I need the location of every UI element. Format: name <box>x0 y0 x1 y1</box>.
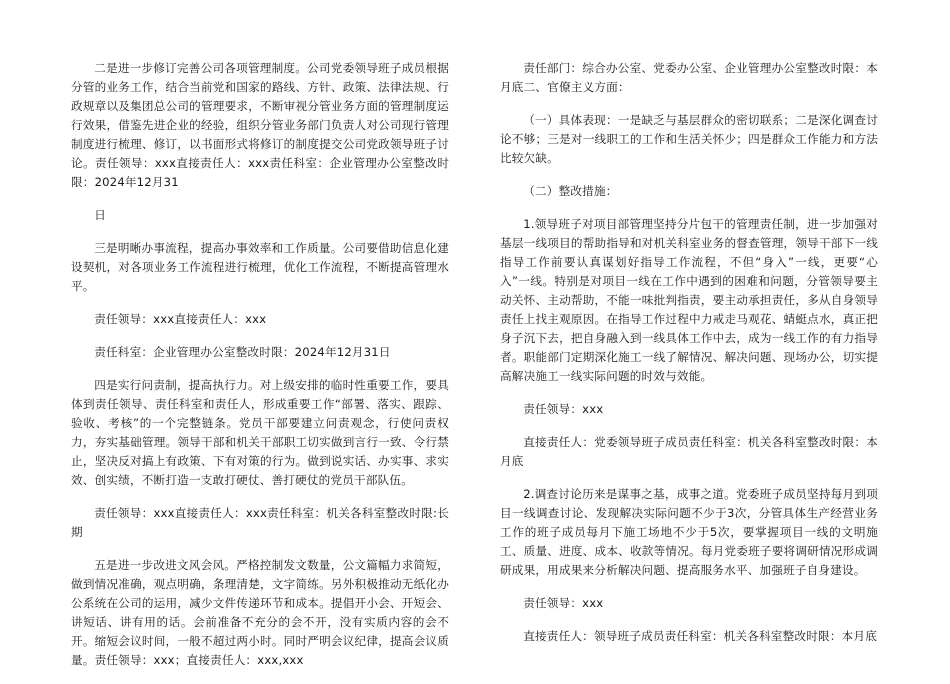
paragraph-leader-1: 责任领导：xxx <box>523 402 604 416</box>
paragraph-workflow: 三是明晰办事流程，提高办事效率和工作质量。公司要借助信息化建设契机，对各项业务工作流程进行梳理，优化工作流程，不断提高管理水平。 <box>71 241 449 293</box>
right-column <box>500 59 878 660</box>
paragraph-date-continuation: 日 <box>94 208 106 222</box>
paragraph-responsible-info: 责任领导：xxx直接责任人：xxx责任科室：机关各科室整改时限:长期 <box>71 506 449 539</box>
paragraph-accountability: 四是实行问责制，提高执行力。对上级安排的临时性重要工作，要具体到责任领导、责任科室和责任人，形成重要工作“部署、落实、跟踪、验收、考核”的一个完整链条。党员干部要建立问责观念，行使问责权力，夯实基础管理。领导干部和机关干部职工切实做到言行一致、令行禁止，坚决反对搞上有政策、下有对策的行为。做到说实话、办实事、求实效、创实绩，不断打造一支敢打硬仗、善打硬仗的党员干部队伍。 <box>71 378 449 487</box>
paragraph-writing-style: 五是进一步改进文风会风。严格控制发文数量，公文篇幅力求简短，做到情况准确，观点明确，条理清楚，文字简练。另外积极推动无纸化办公系统在公司的运用，减少文件传递环节和成本。提倡开小会、开短会、讲短话、讲有用的话。会前准备不充分的会不开，没有实质内容的会不开。缩短会议时间，一般不超过两小时。同时严明会议纪律，提高会议质量。责任领导：xxx；直接责任人：xxx,xxx <box>71 558 449 667</box>
paragraph-measure-1: 1.领导班子对项目部管理坚持分片包干的管理责任制，进一步加强对基层一线项目的帮助指导和对机关科室业务的督查管理，领导干部下一线指导工作前要认真谋划好指导工作流程，不但“身入”一线，更要“心入”一线。特别是对项目一线在工作中遇到的困难和问题，分管领导要主动关怀、主动帮助，不能一味批判指责，要主动承担责任，多从自身领导责任上找主观原因。在指导工作过程中力戒走马观花、蜻蜓点水，真正把身子沉下去，把自身融入到一线具体工作中去，成为一线工作的有力指导者。职能部门定期深化施工一线了解情况、解决问题、现场办公，切实提高解决施工一线实际问题的时效与效能。 <box>500 217 878 383</box>
paragraph-leader-2: 责任领导：xxx <box>523 596 604 610</box>
paragraph-responsible-leader: 责任领导：xxx直接责任人：xxx <box>94 312 267 326</box>
paragraph-measures-heading: （二）整改措施： <box>523 184 618 198</box>
paragraph-direct-2: 直接责任人：领导班子成员责任科室：机关各科室整改时限：本月底 <box>523 629 878 643</box>
paragraph-measure-2: 2.调查讨论历来是谋事之基，成事之道。党委班子成员坚持每月到项目一线调查讨论、发现解决实际问题不少于3次，分管具体生产经营业务工作的班子成员每月下施工场地不少于5次，要掌握项目一线的文明施工、质量、进度、成本、收款等情况。每月党委班子要将调研情况形成调研成果，用成果来分析解决问题、提高服务水平、加强班子自身建设。 <box>500 487 878 577</box>
left-column <box>71 59 449 684</box>
paragraph-direct-1: 直接责任人：党委领导班子成员责任科室：机关各科室整改时限：本月底 <box>500 435 878 468</box>
paragraph-responsible-office: 责任科室：企业管理办公室整改时限：2024年12月31日 <box>94 345 391 359</box>
paragraph-manifestation: （一）具体表现：一是缺乏与基层群众的密切联系；二是深化调查讨论不够；三是对一线职工的工作和生活关怀少；四是群众工作能力和方法比较欠缺。 <box>500 113 878 165</box>
paragraph-responsible-dept: 责任部门：综合办公室、党委办公室、企业管理办公室整改时限：本月底二、官僚主义方面： <box>500 61 878 94</box>
paragraph-management-system: 二是进一步修订完善公司各项管理制度。公司党委领导班子成员根据分管的业务工作，结合当前党和国家的路线、方针、政策、法律法规、行政规章以及集团总公司的管理要求，不断审视分管业务方面的管理制度运行效果，借鉴先进企业的经验，组织分管业务部门负责人对公司现行管理制度进行梳理、修订，以书面形式将修订的制度提交公司党政领导班子讨论。责任领导：xxx直接责任人：xxx责任科室：企业管理办公室整改时限：2024年12月31 <box>71 61 449 189</box>
